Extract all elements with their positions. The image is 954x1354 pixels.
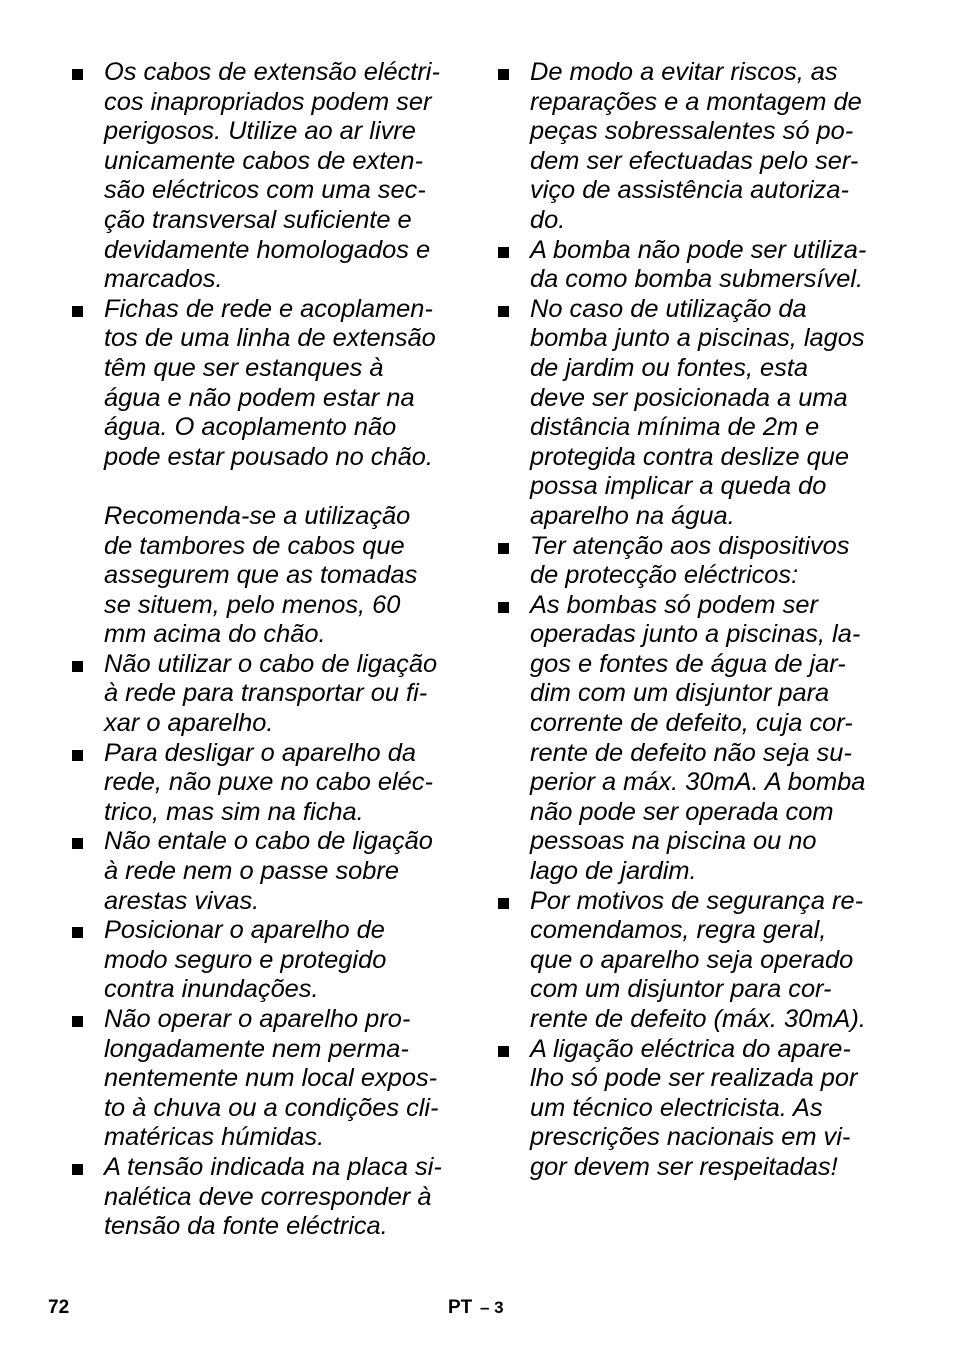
- list-item: [72, 1005, 467, 1153]
- left-column: [72, 58, 467, 1242]
- bullet-square-icon: [498, 1046, 509, 1057]
- list-item: [498, 887, 893, 1035]
- right-column: [498, 58, 893, 1183]
- list-item-text: Para desligar o aparelho da rede, não puxe no cabo eléc- trico, mas sim na ficha.: [104, 738, 433, 826]
- list-item-text: Ter atenção aos dispositivos de protecção eléctricos:: [530, 531, 850, 590]
- list-item: [72, 739, 467, 828]
- list-item-text: Posicionar o aparelho de modo seguro e protegido contra inundações.: [104, 916, 387, 1004]
- bullet-square-icon: [72, 838, 83, 849]
- bullet-square-icon: [72, 69, 83, 80]
- list-item: [498, 295, 893, 532]
- list-item-text: A tensão indicada na placa si- nalética deve corresponder à tensão da fonte eléctrica.: [104, 1152, 442, 1241]
- list-item: [72, 1153, 467, 1242]
- bullet-square-icon: [72, 306, 83, 317]
- list-item: [498, 1035, 893, 1183]
- bullet-square-icon: [498, 306, 509, 317]
- list-item-text: No caso de utilização da bomba junto a piscinas, lagos de jardim ou fontes, esta deve ser posicionada a uma distância mínima de 2m e protegida contra deslize que possa implicar a queda do aparelho na água.: [530, 294, 865, 530]
- list-item-continuation: Recomenda-se a utilização de tambores de cabos que assegurem que as tomadas se situem, pelo menos, 60 mm acima do chão.: [104, 501, 418, 649]
- section-page-number: – 3: [480, 1298, 504, 1317]
- list-item-text: As bombas só podem ser operadas junto a piscinas, la- gos e fontes de água de jar- dim com um disjuntor para corrente de defeito, cuja cor- rente de defeito não seja su- perior a máx. 30mA. A bomba não pode ser operada com pessoas na piscina ou no lago de jardim.: [530, 590, 866, 886]
- page-number: 72: [48, 1297, 70, 1318]
- bullet-square-icon: [72, 927, 83, 938]
- list-item-text: De modo a evitar riscos, as reparações e a montagem de peças sobressalentes só po- dem ser efectuadas pelo ser- viço de assistência autoriza- do.: [530, 58, 862, 234]
- list-item: [498, 532, 893, 591]
- list-item: [498, 591, 893, 887]
- bullet-square-icon: [498, 898, 509, 909]
- bullet-square-icon: [498, 247, 509, 258]
- list-item-text: A ligação eléctrica do apare- lho só pode ser realizada por um técnico electricista. As prescrições nacionais em vi- gor devem ser respeitadas!: [530, 1034, 858, 1181]
- bullet-square-icon: [498, 602, 509, 613]
- list-item: [498, 58, 893, 236]
- bullet-square-icon: [72, 750, 83, 761]
- section-label: PT: [448, 1297, 473, 1318]
- list-item-text: Por motivos de segurança re- comendamos, regra geral, que o aparelho seja operado com um disjuntor para cor- rente de defeito (máx. 30mA).: [530, 886, 866, 1033]
- list-item: [72, 827, 467, 916]
- list-item: [498, 236, 893, 295]
- list-item-text: Não entale o cabo de ligação à rede nem o passe sobre arestas vivas.: [104, 827, 433, 915]
- list-item-text: Fichas de rede e acoplamen- tos de uma linha de extensão têm que ser estanques à água e não podem estar na água. O acoplamento não pode estar pousado no chão.: [104, 294, 436, 471]
- list-item: [72, 916, 467, 1005]
- bullet-square-icon: [498, 69, 509, 80]
- list-item-text: Não operar o aparelho pro- longadamente nem perma- nentemente num local expos- to à chuva ou a condições cli- matéricas húmidas.: [104, 1005, 439, 1152]
- bullet-square-icon: [72, 661, 83, 672]
- list-item-text: Os cabos de extensão eléctri- cos inapropriados podem ser perigosos. Utilize ao ar livre unicamente cabos de exten- são eléctricos com uma sec- ção transversal suficiente e devidamente homologados e marcados.: [104, 58, 440, 294]
- list-item: [72, 650, 467, 739]
- list-item: [72, 295, 467, 473]
- list-item-text: Não utilizar o cabo de ligação à rede para transportar ou fi- xar o aparelho.: [104, 649, 438, 738]
- bullet-square-icon: [72, 1164, 83, 1175]
- bullet-square-icon: [498, 543, 509, 554]
- list-item: [72, 58, 467, 295]
- bullet-square-icon: [72, 1016, 83, 1027]
- list-item-text: A bomba não pode ser utiliza- da como bomba submersível.: [530, 235, 867, 294]
